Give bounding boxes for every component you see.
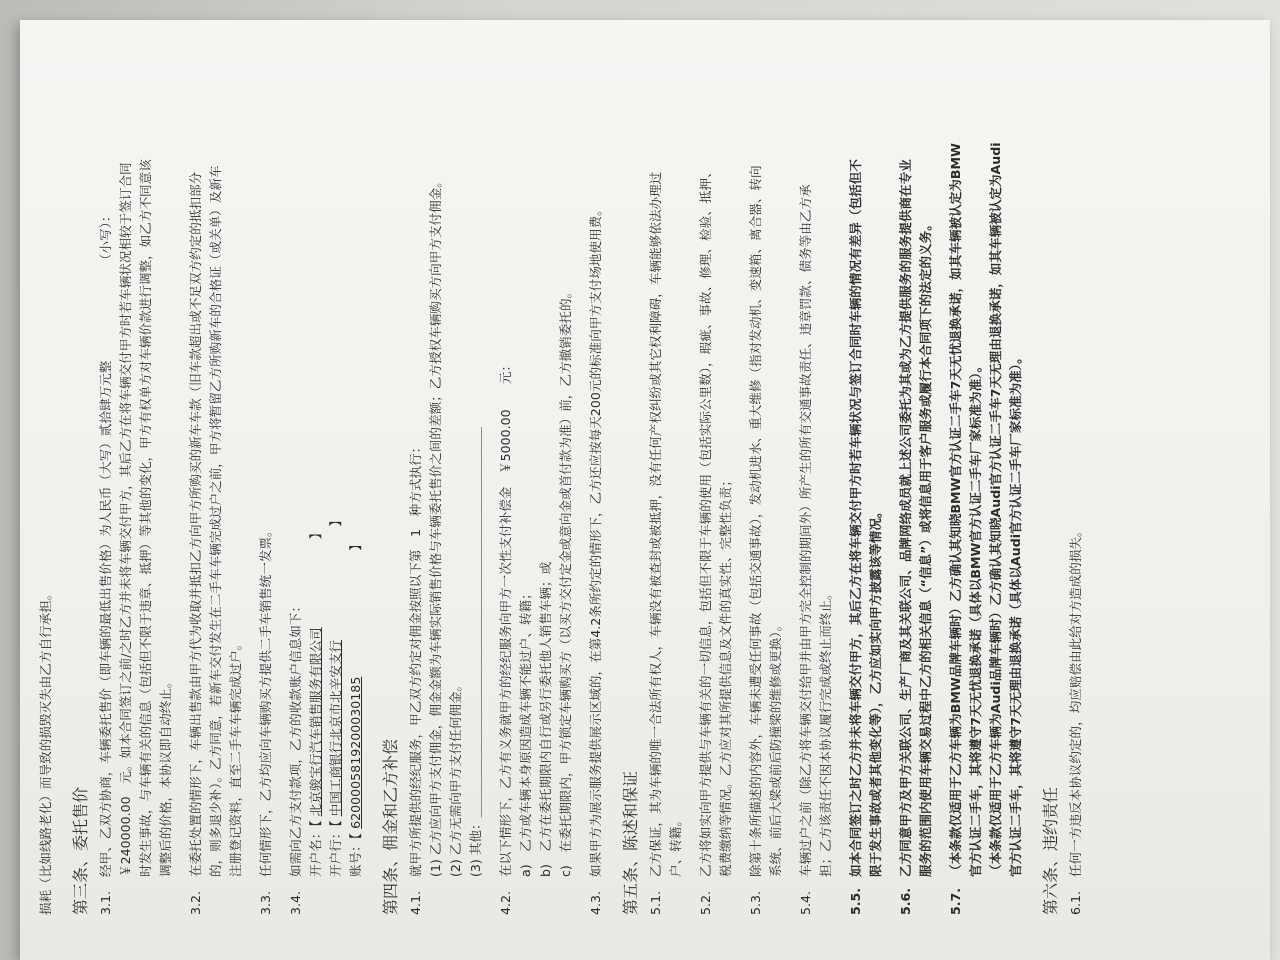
article-6-title: 第六条、违约责任: [1041, 786, 1060, 915]
clause-text: 如本合同签订之时乙方并未将车辆交付甲方，其后乙方在将车辆交付甲方时若车辆状况与签订合同时车辆的情况有差异（包括但不: [848, 159, 863, 877]
clause-5-5: [846, 65, 886, 915]
article-5-title: 第五条、陈述和保证: [621, 770, 640, 915]
clause-text: 户、转籍。: [668, 814, 683, 877]
clause-5-6: [896, 65, 936, 915]
clause-text: 乙方保证，其为车辆的唯一合法所有权人，车辆没有被查封或被抵押，没有任何产权纠纷或其它权利障碍，车辆能够依法办理过: [648, 171, 663, 877]
clause-text: 如需向乙方支付款项，乙方的收款账户信息如下：: [288, 599, 303, 877]
clause-number: 5.2.: [698, 890, 713, 915]
clause-text: 在委托处置的情形下，车辆出售款由甲方代为收取并抵扣乙方向甲方所购买的新车车款（旧车款超出或不足双方约定的抵扣部分: [188, 171, 203, 877]
clause-number: 3.3.: [258, 890, 273, 915]
clause-text: 除第十条所描述的内容外，车辆未遭受任何事故（包括交通事故），发动机进水、重大维修（指对发动机、变速箱、离合器、转向: [748, 165, 763, 877]
option-2: (2) 乙方无需向甲方支付任何佣金。: [448, 678, 463, 877]
clause-text: 时发生事故，与车辆有关的信息（包括但不限于违章、抵押）等其他的变化，甲方有权单方对车辆价款进行调整，如乙方不同意该: [138, 159, 153, 877]
article-4-title: 第四条、佣金和乙方补偿: [381, 738, 400, 915]
clause-text: 经甲、乙双方协商，车辆委托售价（即车辆的最低出售价格）为人民币（大写）贰拾肆万元整 （小写）：: [98, 209, 113, 877]
clause-text: 调整后的价格，本协议即自动终止。: [158, 675, 173, 877]
clause-text: 任何情形下，乙方均应向车辆购买方提供二手车销售统一发票。: [258, 524, 273, 877]
clause-text: 服务的范围内使用车辆交易过程中乙方的相关信息（“信息”）或将信息用于客户服务或履行本合同项下的法定的义务。: [918, 218, 933, 877]
clause-4-3: [586, 65, 606, 915]
top-fragment: 损耗（比如线路老化）而导致的损毁灭失由乙方自行承担。: [38, 587, 53, 915]
item-c: c) 在委托期限内，甲方锁定车辆购买方（以买方交付定金或意向金或首付款为准）前，乙方撤销委托的。: [558, 285, 573, 877]
clause-text: 任何一方违反本协议约定的，均应赔偿由此给对方造成的损失。: [1068, 524, 1083, 877]
clause-5-3: [746, 65, 786, 915]
item-b: b) 乙方在委托期限内自行或另行委托他人销售车辆；或: [538, 561, 553, 877]
clause-text: 在以下情形下，乙方有义务就甲方的经纪服务向甲方一次性支付补偿金 ￥5000.00 元：: [498, 358, 513, 877]
clause-number: 5.4.: [798, 890, 813, 915]
clause-text: 的，则多退少补）。乙方同意，若新车交付发生在二手车车辆完成过户之前，甲方将暂留乙方所购新车的合格证（或关单）及新车: [208, 165, 223, 877]
clause-text: 担；乙方该责任不因本协议履行完成或终止而终止。: [818, 587, 833, 877]
clause-number: 3.4.: [288, 890, 303, 915]
clause-3-2: [186, 65, 246, 915]
account-number-label: 账号：: [348, 839, 363, 877]
clause-3-1: [96, 65, 176, 915]
clause-4-1: [406, 65, 486, 915]
clause-number: 4.3.: [588, 890, 603, 915]
clause-text: 官方认证二手车，其将遵守7天无理由退换承诺（具体以Audi官方认证二手车厂家标准为准）。: [1008, 351, 1023, 877]
clause-5-7: [946, 65, 1026, 915]
bank-label: 开户行：: [328, 826, 343, 877]
clause-number: 5.3.: [748, 890, 763, 915]
clause-text: 官方认证二手车，其将遵守7天无忧退换承诺（具体以BMW官方认证二手车厂家标准为准）。: [968, 359, 983, 877]
clause-text: 系统、前后大梁或前后防撞梁的维修或更换）。: [768, 618, 783, 877]
paper-sheet: [20, 20, 1270, 960]
clause-text: ￥240000.00 元。如本合同签订之前/之时乙方并未将车辆交付甲方，其后乙方在将车辆交付甲方时若车辆状况相较于签订合同: [118, 162, 133, 877]
clause-text: 如果甲方为展示服务提供展示区域的，在第4.2条所约定的情形下，乙方还应按每天200元的标准向甲方支付场地使用费。: [588, 203, 603, 877]
clause-text: 限于发生事故或者其他变化等），乙方应如实向甲方披露该等情况。: [868, 505, 883, 877]
clause-text: （本条款仅适用于乙方车辆为Audi品牌车辆时）乙方确认其知晓Audi官方认证二手车7天无理由退换承诺，如其车辆被认定为Audi: [988, 142, 1003, 877]
clause-6-1: [1066, 65, 1086, 915]
clause-number: 5.1.: [648, 890, 663, 915]
clause-number: 3.2.: [188, 890, 203, 915]
clause-4-2: [496, 65, 576, 915]
clause-number: 3.1.: [98, 890, 113, 915]
clause-5-2: [696, 65, 736, 915]
clause-text: 就甲方所提供的经纪服务，甲乙双方约定对佣金按照以下第 1 种方式执行：: [408, 440, 423, 877]
clause-text: 税费缴纳等情况。乙方应对其所提供信息及文件的真实性、完整性负责；: [718, 474, 733, 877]
account-name-label: 开户名：: [308, 826, 323, 877]
contract-page: [28, 25, 1258, 955]
clause-number: 4.2.: [498, 890, 513, 915]
clause-text: 注册登记资料，直至二手车车辆完成过户。: [228, 637, 243, 877]
option-1: (1) 乙方应向甲方支付佣金，佣金金额为车辆实际销售价格与车辆委托售价之间的差额；乙方授权车辆购买方向甲方支付佣金。: [428, 175, 443, 877]
clause-3-3: [256, 65, 276, 915]
bank-value: 中国工商银行北京市北辛安支行: [328, 640, 343, 817]
clause-number: 5.5.: [848, 887, 863, 915]
option-3: (3) 其他：＿＿＿＿＿＿＿＿＿＿＿＿＿＿＿＿＿＿＿＿＿＿＿＿＿＿＿＿＿＿＿: [468, 426, 483, 877]
clause-number: 5.6.: [898, 887, 913, 915]
clause-5-4: [796, 65, 836, 915]
article-3-title: 第三条、委托售价: [71, 786, 90, 915]
clause-number: 5.7.: [948, 887, 963, 915]
clause-text: 车辆过户之前（除乙方将车辆交付给甲并由甲方完全控制的期间外）所产生的所有交通事故责任、违章罚款、债务等由乙方承: [798, 184, 813, 877]
account-number-value: 6200005819200030185: [348, 676, 363, 829]
clause-number: 6.1.: [1068, 890, 1083, 915]
clause-text: 乙方同意甲方及甲方关联公司、生产厂商及其关联公司、品牌网络成员就上述公司委托为其或为乙方提供服务的服务提供商在专业: [898, 159, 913, 877]
clause-number: 4.1.: [408, 890, 423, 915]
item-a: a) 乙方或车辆本身原因造成车辆不能过户、转籍；: [518, 587, 533, 877]
clause-text: 乙方将如实向甲方提供与车辆有关的一切信息，包括但不限于车辆的使用（包括实际公里数），瑕疵、事故、修理、检验、抵押、: [698, 165, 713, 877]
clause-text: （本条款仅适用于乙方车辆为BMW品牌车辆时）乙方确认其知晓BMW官方认证二手车7天无忧退换承诺，如其车辆被认定为BMW: [948, 143, 963, 877]
account-name-value: 北京骏宝行汽车销售服务有限公司: [308, 627, 323, 817]
clause-3-4: 3.4.如需向乙方支付款项，乙方的收款账户信息如下： 开户名：【 北京骏宝行汽车销售服务有限公司 】 开户行：【 中国工商银行北京市北辛安支行 】 账号：【 6200005819200030185 】: [288, 514, 363, 915]
clause-5-1: [646, 65, 686, 915]
